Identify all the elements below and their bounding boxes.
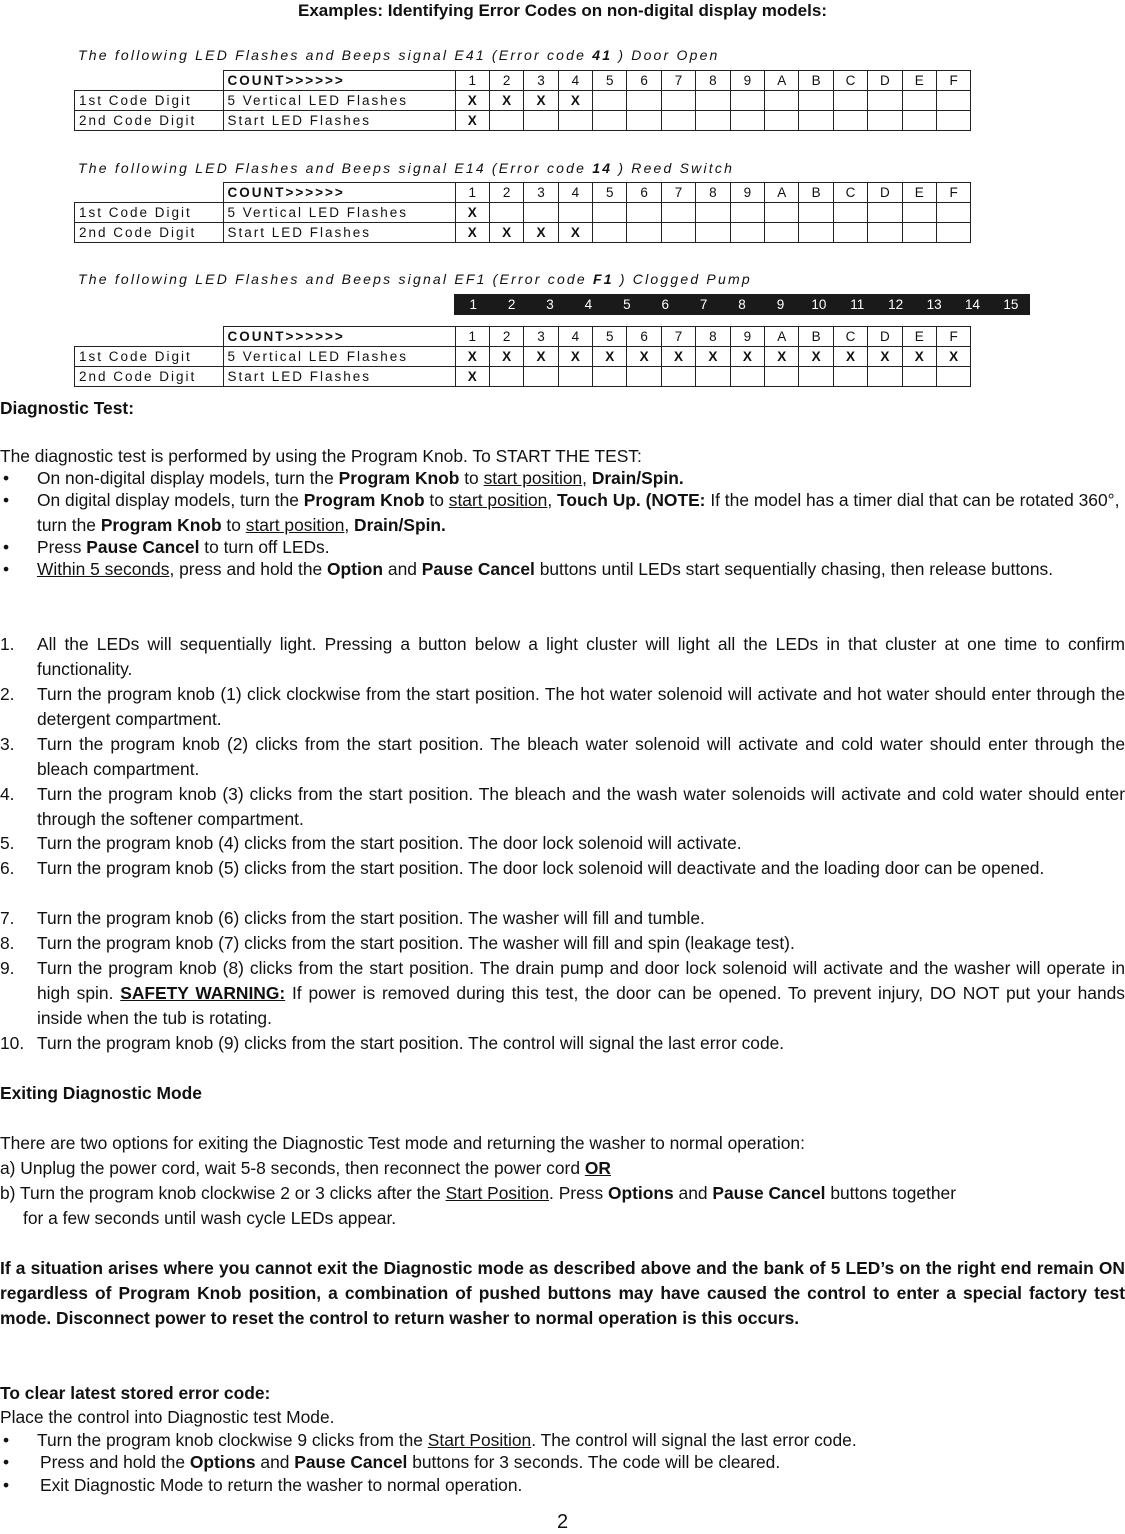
empty-cell: [593, 223, 627, 243]
step-item: 2. Turn the program knob (1) click clockwise from the start position. The hot water solenoid will activate and hot water should enter through the detergent compartment.: [0, 684, 1125, 729]
step-item: 7. Turn the program knob (6) clicks from the start position. The washer will fill and tumble.: [0, 908, 705, 928]
empty-cell: [661, 111, 695, 131]
empty-cell: [696, 203, 730, 223]
empty-cell: [627, 223, 661, 243]
empty-cell: [593, 91, 627, 111]
empty-cell: [593, 203, 627, 223]
empty-cell: [765, 203, 799, 223]
diagnostic-intro: The diagnostic test is performed by using the Program Knob. To START THE TEST:: [0, 446, 642, 466]
empty-cell: [765, 91, 799, 111]
led-table-e41: [74, 70, 971, 131]
empty-cell: [868, 223, 902, 243]
empty-cell: [936, 367, 970, 387]
sequence-bar: 1 2 3 4 5 6 7 8 9 10 11 12 13 14 15: [454, 294, 1030, 315]
page-title: Examples: Identifying Error Codes on non-digital display models:: [298, 1, 827, 20]
empty-cell: [524, 111, 558, 131]
exit-option-b: b) Turn the program knob clockwise 2 or 3 clicks after the Start Position. Press Options and Pause Cancel buttons together: [0, 1183, 957, 1203]
empty-cell: [868, 111, 902, 131]
list-item: • On digital display models, turn the Program Knob to start position, Touch Up. (NOTE: If the model has a timer dial that can be rotated 360°, turn the Program Knob to start position, Drain/Spin.: [3, 490, 1120, 535]
led-mark: X: [593, 347, 627, 367]
empty-cell: [833, 367, 867, 387]
empty-cell: [558, 367, 592, 387]
led-mark: X: [661, 347, 695, 367]
empty-cell: [936, 91, 970, 111]
table-caption-3: The following LED Flashes and Beeps signal EF1 (Error code F1 ) Clogged Pump: [78, 271, 752, 287]
table-row: 2nd Code Digit Start LED Flashes X: [75, 111, 971, 131]
empty-cell: [799, 111, 833, 131]
empty-cell: [868, 367, 902, 387]
empty-cell: [627, 367, 661, 387]
empty-cell: [661, 203, 695, 223]
empty-cell: [696, 111, 730, 131]
led-mark: X: [524, 223, 558, 243]
table-row: 1st Code Digit 5 Vertical LED Flashes X X X X: [75, 91, 971, 111]
empty-cell: [833, 111, 867, 131]
empty-cell: [558, 111, 592, 131]
step-item: 6. Turn the program knob (5) clicks from the start position. The door lock solenoid will deactivate and the loading door can be opened.: [0, 858, 1045, 878]
list-item: • Within 5 seconds, press and hold the Option and Pause Cancel buttons until LEDs start sequentially chasing, then release buttons.: [3, 559, 1054, 579]
empty-cell: [765, 223, 799, 243]
led-mark: X: [902, 347, 936, 367]
empty-cell: [799, 203, 833, 223]
led-mark: X: [627, 347, 661, 367]
led-mark: X: [868, 347, 902, 367]
step-item: 5. Turn the program knob (4) clicks from the start position. The door lock solenoid will activate.: [0, 833, 742, 853]
exit-heading: Exiting Diagnostic Mode: [0, 1083, 202, 1103]
empty-cell: [489, 111, 523, 131]
empty-cell: [902, 111, 936, 131]
table-row: 2nd Code Digit Start LED Flashes X X X X: [75, 223, 971, 243]
led-mark: X: [455, 203, 489, 223]
list-item: • Exit Diagnostic Mode to return the washer to normal operation.: [3, 1475, 523, 1495]
factory-mode-warning: If a situation arises where you cannot exit the Diagnostic mode as described above and the bank of 5 LED’s on the right end remain ON regardless of Program Knob position, a combination of pushed buttons may have caused the control to enter a special factory test mode. Disconnect power to reset the control to return washer to normal operation is this occurs.: [0, 1258, 1125, 1328]
empty-cell: [661, 367, 695, 387]
led-mark: X: [833, 347, 867, 367]
empty-cell: [902, 367, 936, 387]
empty-cell: [627, 111, 661, 131]
empty-cell: [936, 111, 970, 131]
empty-cell: [902, 91, 936, 111]
empty-cell: [696, 91, 730, 111]
step-item: 4. Turn the program knob (3) clicks from the start position. The bleach and the wash water solenoids will activate and cold water should enter through the softener compartment.: [0, 784, 1125, 829]
step-item: 9. Turn the program knob (8) clicks from the start position. The drain pump and door lock solenoid will activate and the washer will operate in high spin. SAFETY WARNING: If power is removed during this test, the door can be opened. To prevent injury, DO NOT put your hands inside when the tub is rotating.: [0, 958, 1125, 1028]
empty-cell: [489, 367, 523, 387]
empty-cell: [765, 367, 799, 387]
empty-cell: [902, 223, 936, 243]
led-mark: X: [558, 223, 592, 243]
empty-cell: [730, 111, 764, 131]
list-item: • On non-digital display models, turn the Program Knob to start position, Drain/Spin.: [3, 468, 684, 488]
step-item: 3. Turn the program knob (2) clicks from the start position. The bleach water solenoid will activate and cold water should enter through the bleach compartment.: [0, 734, 1125, 779]
led-mark: X: [489, 347, 523, 367]
led-mark: X: [558, 91, 592, 111]
led-mark: X: [455, 91, 489, 111]
step-item: 10. Turn the program knob (9) clicks from the start position. The control will signal the last error code.: [0, 1033, 785, 1053]
empty-cell: [489, 203, 523, 223]
empty-cell: [661, 91, 695, 111]
empty-cell: [833, 91, 867, 111]
empty-cell: [593, 367, 627, 387]
led-mark: X: [558, 347, 592, 367]
list-item: • Press Pause Cancel to turn off LEDs.: [3, 537, 330, 557]
clear-intro: Place the control into Diagnostic test Mode.: [0, 1407, 335, 1427]
led-mark: X: [524, 91, 558, 111]
empty-cell: [833, 223, 867, 243]
step-item: 1. All the LEDs will sequentially light. Pressing a button below a light cluster will light all the LEDs in that cluster at one time to confirm functionality.: [0, 634, 1125, 679]
table-row: 2nd Code Digit Start LED Flashes X: [75, 367, 971, 387]
empty-cell: [868, 203, 902, 223]
empty-cell: [524, 203, 558, 223]
empty-cell: [627, 203, 661, 223]
page-number: 2: [556, 1511, 569, 1533]
led-mark: X: [730, 347, 764, 367]
table-row: 1st Code Digit 5 Vertical LED Flashes X: [75, 203, 971, 223]
empty-cell: [696, 223, 730, 243]
led-table-ef1: [74, 326, 971, 387]
table-caption-1: The following LED Flashes and Beeps signal E41 (Error code 41 ) Door Open: [78, 47, 720, 63]
led-mark: X: [489, 91, 523, 111]
empty-cell: [833, 203, 867, 223]
count-row: COUNT>>>>>> 1 2 3 4 5 6 7 8 9 A B C D E F: [75, 183, 971, 203]
led-mark: X: [765, 347, 799, 367]
clear-heading: To clear latest stored error code:: [0, 1383, 271, 1403]
led-mark: X: [524, 347, 558, 367]
empty-cell: [524, 367, 558, 387]
empty-cell: [730, 91, 764, 111]
table-caption-2: The following LED Flashes and Beeps signal E14 (Error code 14 ) Reed Switch: [78, 160, 735, 176]
led-mark: X: [799, 347, 833, 367]
empty-cell: [696, 367, 730, 387]
count-row: COUNT>>>>>> 1 2 3 4 5 6 7 8 9 A B C D E F: [75, 327, 971, 347]
exit-option-b-cont: for a few seconds until wash cycle LEDs appear.: [23, 1208, 397, 1228]
empty-cell: [936, 223, 970, 243]
empty-cell: [902, 203, 936, 223]
table-row: 1st Code Digit 5 Vertical LED Flashes X X X X X X X X X X X X X X X: [75, 347, 971, 367]
count-row: COUNT>>>>>> 1 2 3 4 5 6 7 8 9 A B C D E F: [75, 71, 971, 91]
empty-cell: [936, 203, 970, 223]
led-mark: X: [696, 347, 730, 367]
empty-cell: [799, 223, 833, 243]
empty-cell: [627, 91, 661, 111]
list-item: • Turn the program knob clockwise 9 clicks from the Start Position. The control will signal the last error code.: [3, 1430, 857, 1450]
exit-option-a: a) Unplug the power cord, wait 5-8 seconds, then reconnect the power cord OR: [0, 1158, 611, 1178]
empty-cell: [661, 223, 695, 243]
empty-cell: [730, 203, 764, 223]
led-mark: X: [455, 111, 489, 131]
empty-cell: [868, 91, 902, 111]
diagnostic-heading: Diagnostic Test:: [0, 398, 134, 418]
step-item: 8. Turn the program knob (7) clicks from the start position. The washer will fill and spin (leakage test).: [0, 933, 795, 953]
empty-cell: [730, 367, 764, 387]
led-mark: X: [936, 347, 970, 367]
empty-cell: [799, 91, 833, 111]
empty-cell: [730, 223, 764, 243]
empty-cell: [799, 367, 833, 387]
led-mark: X: [455, 367, 489, 387]
led-mark: X: [455, 223, 489, 243]
led-table-e14: [74, 182, 971, 243]
list-item: • Press and hold the Options and Pause Cancel buttons for 3 seconds. The code will be cleared.: [3, 1452, 781, 1472]
exit-intro: There are two options for exiting the Diagnostic Test mode and returning the washer to normal operation:: [0, 1133, 805, 1153]
empty-cell: [558, 203, 592, 223]
empty-cell: [765, 111, 799, 131]
empty-cell: [593, 111, 627, 131]
led-mark: X: [455, 347, 489, 367]
led-mark: X: [489, 223, 523, 243]
